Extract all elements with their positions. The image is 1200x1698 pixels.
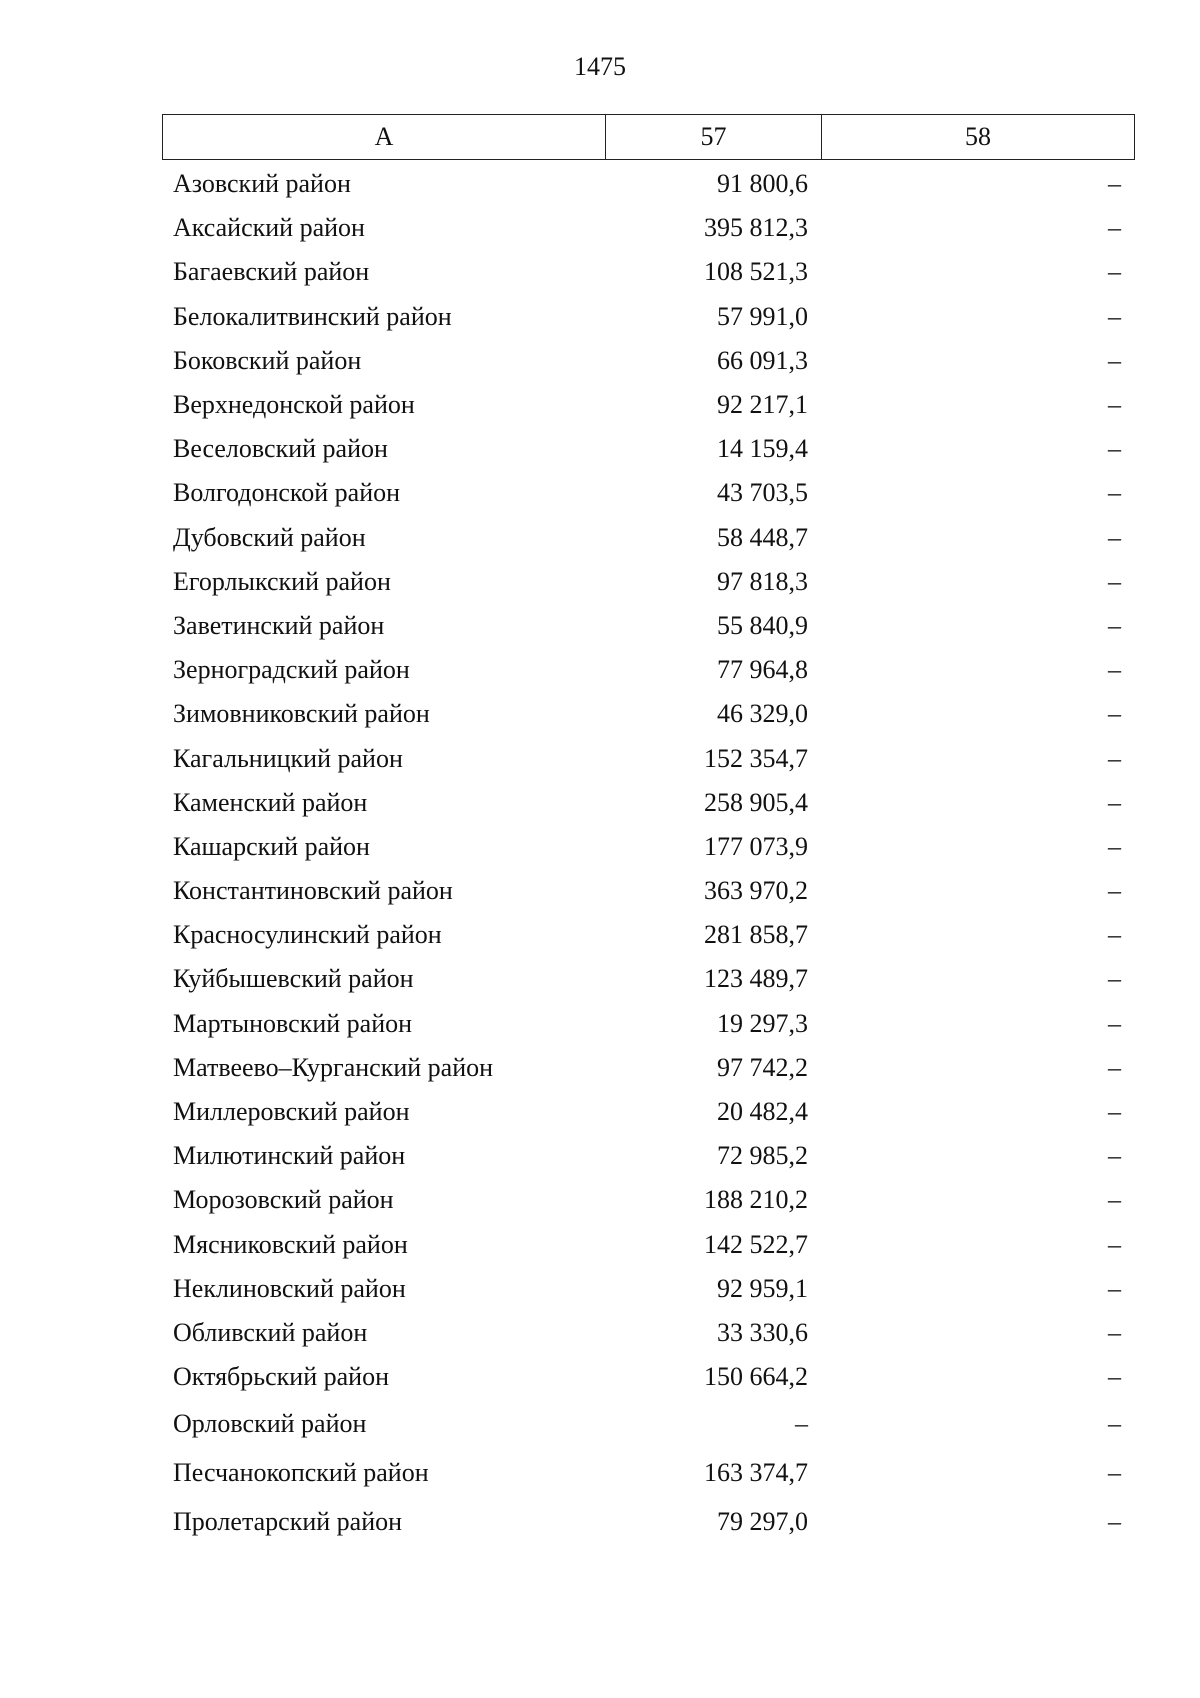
value-col-57: 150 664,2 (704, 1362, 808, 1392)
value-col-57: 91 800,6 (717, 169, 808, 199)
district-name: Константиновский район (173, 876, 453, 906)
value-col-57: 395 812,3 (704, 213, 808, 243)
value-col-58: – (1108, 876, 1121, 906)
table-row (162, 869, 1131, 913)
value-col-57: 92 959,1 (717, 1273, 808, 1303)
district-name: Волгодонской район (173, 478, 401, 508)
district-name: Дубовский район (173, 522, 366, 552)
district-name: Заветинский район (173, 610, 385, 640)
table-row (162, 1223, 1131, 1267)
table-row (162, 560, 1131, 604)
district-name: Верхнедонской район (173, 390, 415, 420)
value-col-58: – (1108, 478, 1121, 508)
district-name: Неклиновский район (173, 1273, 406, 1303)
district-name: Азовский район (173, 169, 351, 199)
value-col-58: – (1108, 743, 1121, 773)
value-col-57: 33 330,6 (717, 1317, 808, 1347)
value-col-58: – (1108, 345, 1121, 375)
value-col-57: 108 521,3 (704, 257, 808, 287)
table-row (162, 1046, 1131, 1090)
district-name: Боковский район (173, 345, 362, 375)
value-col-57: 152 354,7 (704, 743, 808, 773)
district-name: Аксайский район (173, 213, 365, 243)
table-row (162, 913, 1131, 957)
value-col-58: – (1108, 831, 1121, 861)
table-row (162, 1002, 1131, 1046)
value-col-57: 19 297,3 (717, 1008, 808, 1038)
district-name: Пролетарский район (173, 1506, 403, 1536)
table-row (162, 1399, 1131, 1448)
table-row (162, 1178, 1131, 1222)
table-header-row (163, 115, 1135, 160)
value-col-57: 72 985,2 (717, 1141, 808, 1171)
district-name: Зерноградский район (173, 655, 410, 685)
value-col-58: – (1108, 1229, 1121, 1259)
value-col-58: – (1108, 920, 1121, 950)
value-col-57: 363 970,2 (704, 876, 808, 906)
district-name: Октябрьский район (173, 1362, 389, 1392)
table-row (162, 471, 1131, 515)
district-name: Песчанокопский район (173, 1457, 429, 1487)
district-name: Мясниковский район (173, 1229, 408, 1259)
header-col-a: А (163, 115, 606, 160)
district-name: Кагальницкий район (173, 743, 403, 773)
value-col-57: 79 297,0 (717, 1506, 808, 1536)
table-row (162, 162, 1131, 206)
value-col-57: 97 742,2 (717, 1052, 808, 1082)
table-row (162, 206, 1131, 250)
value-col-57: 77 964,8 (717, 655, 808, 685)
value-col-57: 58 448,7 (717, 522, 808, 552)
table-row (162, 781, 1131, 825)
value-col-58: – (1108, 434, 1121, 464)
table-row (162, 250, 1131, 294)
value-col-58: – (1108, 610, 1121, 640)
value-col-57: 163 374,7 (704, 1457, 808, 1487)
value-col-57: 188 210,2 (704, 1185, 808, 1215)
table-row (162, 427, 1131, 471)
value-col-58: – (1108, 169, 1121, 199)
value-col-58: – (1108, 1185, 1121, 1215)
value-col-58: – (1108, 1506, 1121, 1536)
district-name: Белокалитвинский район (173, 301, 452, 331)
table-row (162, 604, 1131, 648)
district-name: Милютинский район (173, 1141, 406, 1171)
value-col-58: – (1108, 655, 1121, 685)
table-row (162, 1267, 1131, 1311)
district-name: Морозовский район (173, 1185, 394, 1215)
value-col-58: – (1108, 1362, 1121, 1392)
value-col-58: – (1108, 390, 1121, 420)
district-name: Каменский район (173, 787, 368, 817)
value-col-57: 43 703,5 (717, 478, 808, 508)
value-col-58: – (1108, 257, 1121, 287)
value-col-57: 281 858,7 (704, 920, 808, 950)
table-row (162, 1311, 1131, 1355)
district-name: Куйбышевский район (173, 964, 414, 994)
value-col-57: 258 905,4 (704, 787, 808, 817)
district-name: Орловский район (173, 1408, 367, 1438)
table-row (162, 1090, 1131, 1134)
value-col-57: 177 073,9 (704, 831, 808, 861)
value-col-57: 14 159,4 (717, 434, 808, 464)
table-row (162, 1448, 1131, 1497)
value-col-57: – (795, 1408, 808, 1438)
table-row (162, 692, 1131, 736)
value-col-58: – (1108, 301, 1121, 331)
value-col-57: 142 522,7 (704, 1229, 808, 1259)
district-name: Матвеево–Курганский район (173, 1052, 494, 1082)
header-col-57: 57 (606, 115, 822, 160)
table-row (162, 383, 1131, 427)
district-name: Зимовниковский район (173, 699, 430, 729)
table-row (162, 339, 1131, 383)
value-col-57: 66 091,3 (717, 345, 808, 375)
table-row (162, 736, 1131, 780)
header-col-58: 58 (822, 115, 1135, 160)
value-col-57: 92 217,1 (717, 390, 808, 420)
district-name: Кашарский район (173, 831, 370, 861)
district-name: Красносулинский район (173, 920, 442, 950)
table-row (162, 648, 1131, 692)
district-name: Веселовский район (173, 434, 388, 464)
value-col-57: 57 991,0 (717, 301, 808, 331)
table-row (162, 1134, 1131, 1178)
value-col-58: – (1108, 213, 1121, 243)
value-col-58: – (1108, 699, 1121, 729)
district-name: Мартыновский район (173, 1008, 413, 1038)
value-col-58: – (1108, 1008, 1121, 1038)
table-row (162, 1355, 1131, 1399)
value-col-57: 55 840,9 (717, 610, 808, 640)
value-col-58: – (1108, 1141, 1121, 1171)
value-col-58: – (1108, 1273, 1121, 1303)
value-col-58: – (1108, 1097, 1121, 1127)
value-col-58: – (1108, 787, 1121, 817)
value-col-58: – (1108, 1317, 1121, 1347)
table-header (162, 114, 1135, 160)
value-col-58: – (1108, 1052, 1121, 1082)
value-col-58: – (1108, 964, 1121, 994)
value-col-57: 97 818,3 (717, 566, 808, 596)
value-col-58: – (1108, 1457, 1121, 1487)
table-row (162, 295, 1131, 339)
district-name: Обливский район (173, 1317, 368, 1347)
value-col-58: – (1108, 522, 1121, 552)
page-number: 1475 (574, 52, 626, 81)
table-row (162, 1497, 1131, 1546)
table-row (162, 516, 1131, 560)
value-col-57: 20 482,4 (717, 1097, 808, 1127)
district-name: Багаевский район (173, 257, 370, 287)
table-body (162, 162, 1131, 1546)
district-name: Егорлыкский район (173, 566, 391, 596)
table-row (162, 825, 1131, 869)
value-col-57: 123 489,7 (704, 964, 808, 994)
value-col-58: – (1108, 1408, 1121, 1438)
district-name: Миллеровский район (173, 1097, 410, 1127)
table-row (162, 957, 1131, 1001)
value-col-58: – (1108, 566, 1121, 596)
value-col-57: 46 329,0 (717, 699, 808, 729)
